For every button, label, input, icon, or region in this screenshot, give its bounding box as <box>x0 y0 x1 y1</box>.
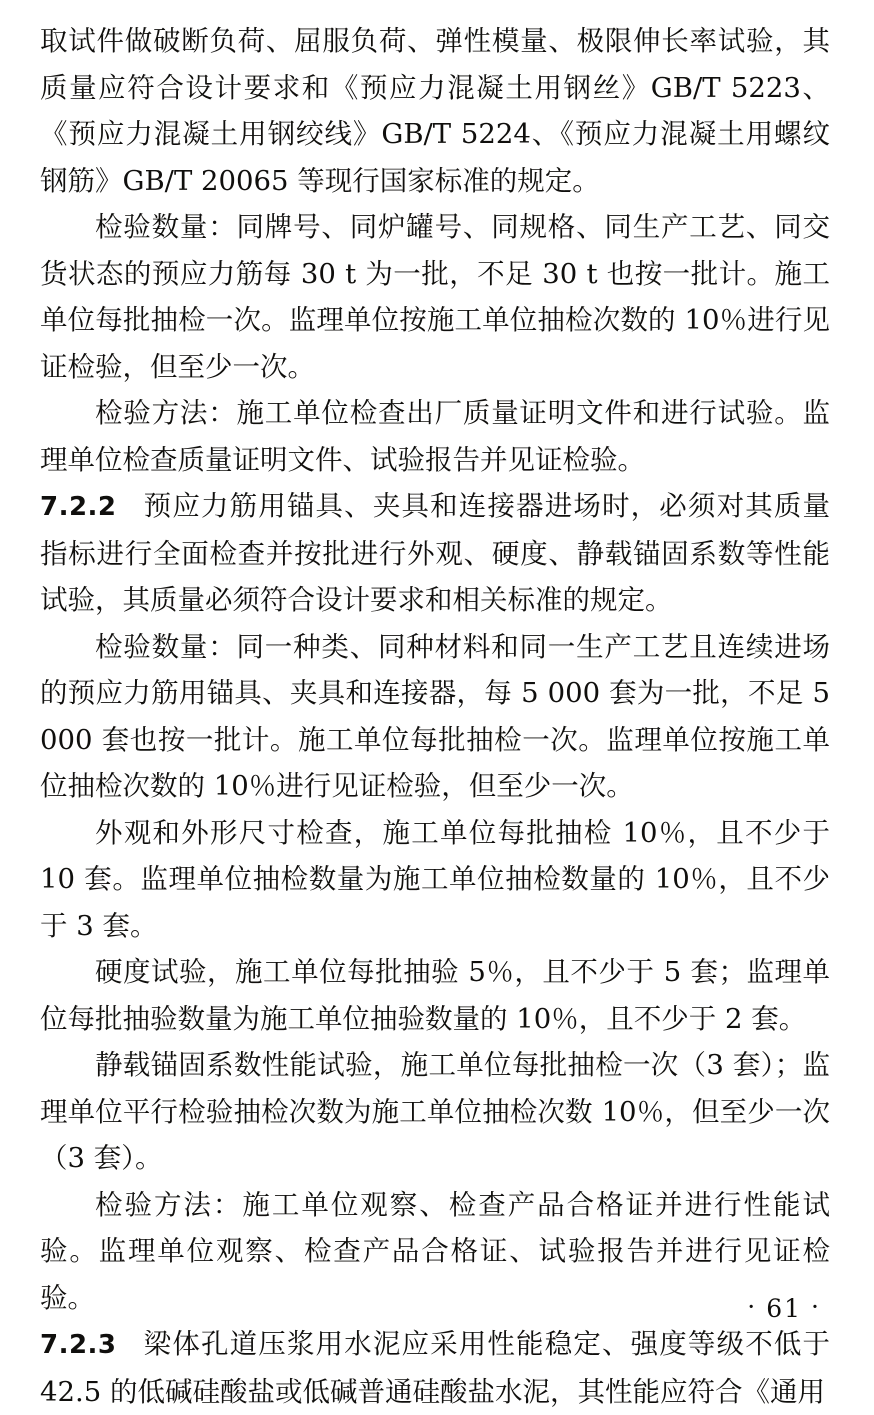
clause-number-7-2-2: 7.2.2 <box>40 492 117 522</box>
paragraph-inspection-method-2: 检验方法：施工单位观察、检查产品合格证并进行性能试验。监理单位观察、检查产品合格证、试验报告并进行见证检验。 <box>40 1188 830 1314</box>
clause-text-7-2-2: 预应力筋用锚具、夹具和连接器进场时，必须对其质量指标进行全面检查并按批进行外观、硬度、静载锚固系数等性能试验，其质量必须符合设计要求和相关标准的规定。 <box>40 490 830 616</box>
clause-text-7-2-3: 梁体孔道压浆用水泥应采用性能稳定、强度等级不低于 42.5 的低碱硅酸盐或低碱普通硅酸盐水泥，其性能应符合《通用 <box>40 1328 830 1408</box>
clause-7-2-3 <box>40 1321 830 1415</box>
paragraph-static-anchorage-test: 静载锚固系数性能试验，施工单位每批抽检一次（3 套）；监理单位平行检验抽检次数为施工单位抽检次数 10％，但至少一次（3 套）。 <box>40 1049 830 1174</box>
clause-7-2-2 <box>40 483 830 624</box>
paragraph-appearance-dimension-check: 外观和外形尺寸检查，施工单位每批抽检 10％，且不少于 10 套。监理单位抽检数量为施工单位抽检数量的 10％，且不少于 3 套。 <box>40 816 830 942</box>
page-footer <box>0 1292 830 1323</box>
clause-number-7-2-3: 7.2.3 <box>40 1330 117 1360</box>
footer-dot-left: · <box>747 1292 758 1321</box>
page-number: 61 <box>766 1294 803 1323</box>
paragraph-inspection-quantity-1: 检验数量：同牌号、同炉罐号、同规格、同生产工艺、同交货状态的预应力筋每 30 t 为一批，不足 30 t 也按一批计。施工单位每批抽检一次。监理单位按施工单位抽检次数的 10％进行见证检验，但至少一次。 <box>40 211 830 383</box>
footer-dot-right: · <box>811 1292 821 1321</box>
paragraph-inspection-quantity-2: 检验数量：同一种类、同种材料和同一生产工艺且连续进场的预应力筋用锚具、夹具和连接器，每 5 000 套为一批，不足 5 000 套也按一批计。施工单位每批抽检一次。监理单位按施工单位抽检次数的 10％进行见证检验，但至少一次。 <box>40 630 830 802</box>
paragraph-continuation: 取试件做破断负荷、屈服负荷、弹性模量、极限伸长率试验，其质量应符合设计要求和《预应力混凝土用钢丝》GB/T 5223、《预应力混凝土用钢绞线》GB/T 5224、《预应力混凝土用螺纹钢筋》GB/T 20065 等现行国家标准的规定。 <box>40 25 830 197</box>
paragraph-inspection-method-1: 检验方法：施工单位检查出厂质量证明文件和进行试验。监理单位检查质量证明文件、试验报告并见证检验。 <box>40 397 830 476</box>
page-body <box>40 18 830 1415</box>
paragraph-hardness-test: 硬度试验，施工单位每批抽验 5％，且不少于 5 套；监理单位每批抽验数量为施工单位抽验数量的 10％，且不少于 2 套。 <box>40 956 830 1035</box>
